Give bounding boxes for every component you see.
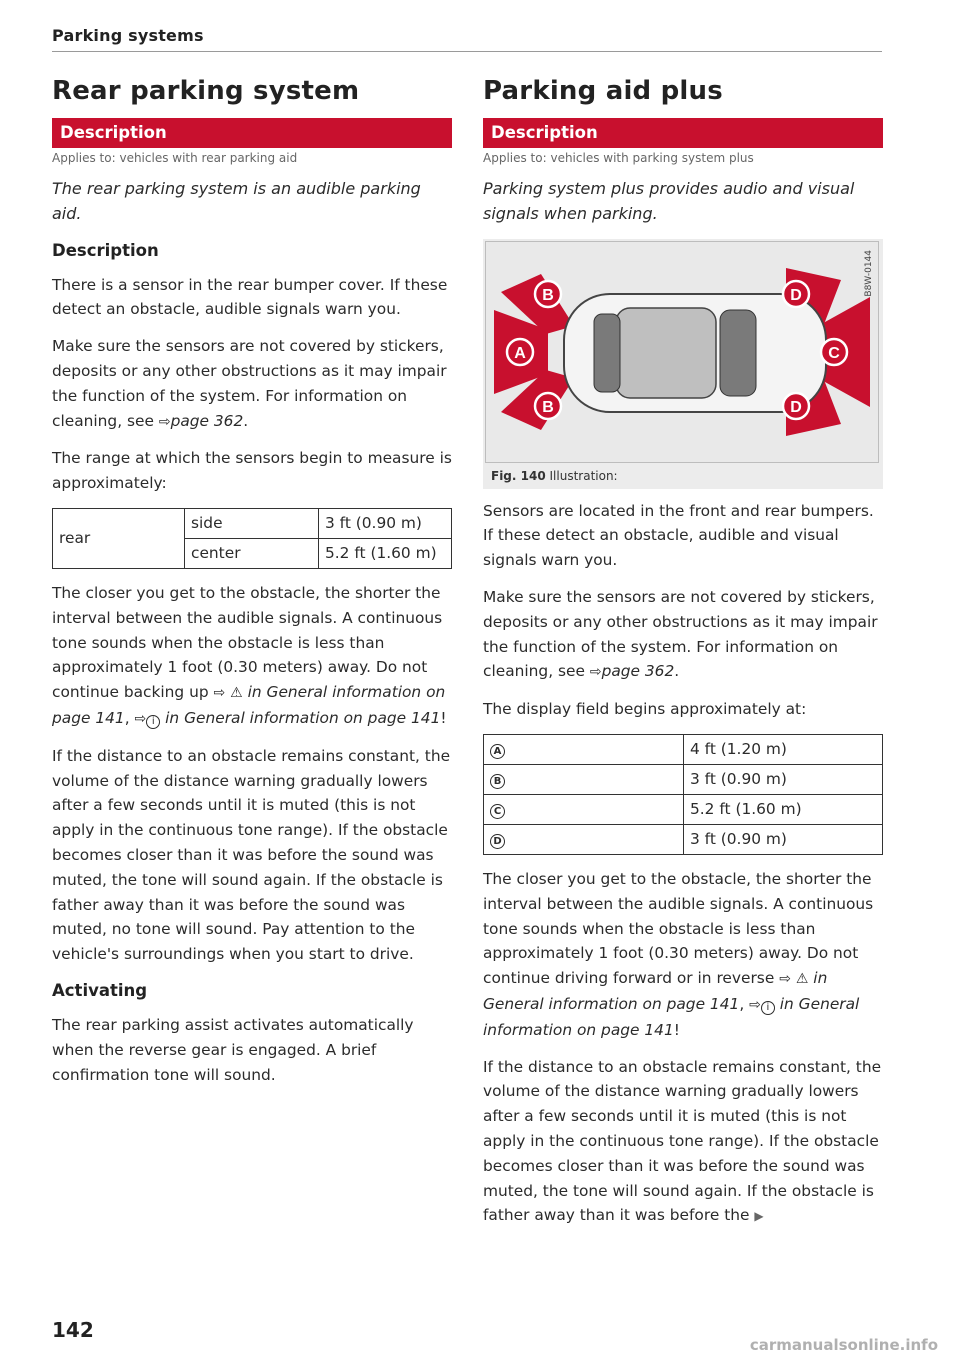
svg-text:D: D [790, 398, 802, 416]
rear-window [594, 314, 620, 392]
note-icon: i [146, 715, 160, 729]
paragraph: Sensors are located in the front and rear bumpers. If these detect an obstacle, audible and visual signals warn you. [483, 501, 874, 570]
arrow-right-icon: ⇨ [158, 413, 171, 430]
table-cell: center [185, 538, 319, 568]
windshield [720, 310, 756, 396]
paragraph: Make sure the sensors are not covered by stickers, deposits or any other obstructions as it may impair the function of the system. For information on cleaning, see ⇨page 362. [52, 337, 447, 430]
intro-text: The rear parking system is an audible parking aid. [52, 179, 421, 223]
continue-arrow-icon: ▶ [754, 1209, 764, 1224]
description-heading: Description [52, 240, 159, 260]
arrow-right-icon: ⇨ [749, 996, 761, 1013]
range-table [52, 508, 452, 569]
figure-code: B8W-0144 [864, 249, 874, 297]
table-cell: rear [53, 508, 185, 568]
marker-c-icon: C [490, 804, 505, 819]
table-row [53, 508, 452, 538]
table-row [484, 794, 883, 824]
table-cell: 3 ft (0.90 m) [319, 508, 452, 538]
paragraph: If the distance to an obstacle remains constant, the volume of the distance warning gradually lowers after a few seconds until it is muted (this is not apply in the continuous tone range). If the obstacle becomes closer than it was before the sound was muted, the tone will sound again. If the obstacle is father away than it was before the ▶ [483, 1057, 882, 1225]
watermark: carmanualsonline.info [749, 1336, 938, 1354]
section-title: Parking systems [52, 26, 204, 45]
arrow-right-icon: ⇨ [589, 664, 602, 681]
page-link[interactable]: in General information on page 141 [483, 994, 860, 1039]
parking-aid-plus-title: Parking aid plus [483, 76, 723, 106]
paragraph: There is a sensor in the rear bumper cover. If these detect an obstacle, audible signals warn you. [52, 275, 448, 319]
page-number: 142 [52, 1318, 94, 1342]
description-bar: Description [483, 118, 883, 148]
arrow-right-icon: ⇨ [134, 710, 147, 727]
car-illustration [486, 242, 878, 462]
table-cell: 5.2 ft (1.60 m) [319, 538, 452, 568]
page-header [52, 26, 882, 52]
left-column [52, 70, 452, 1099]
svg-text:B: B [542, 398, 554, 416]
table-cell: 3 ft (0.90 m) [684, 824, 883, 854]
applies-to: Applies to: vehicles with parking system plus [483, 151, 754, 165]
svg-text:C: C [828, 344, 840, 362]
page-link[interactable]: in General information on page 141 [483, 969, 828, 1013]
figure-caption: Fig. 140 Illustration: [491, 468, 618, 483]
intro-text: Parking system plus provides audio and visual signals when parking. [483, 179, 855, 223]
rear-parking-title: Rear parking system [52, 76, 360, 106]
activating-heading: Activating [52, 980, 148, 1000]
page-link[interactable]: in General information on page 141 [52, 683, 446, 727]
table-cell [484, 824, 684, 854]
paragraph: The range at which the sensors begin to measure is approximately: [52, 449, 452, 493]
table-row [484, 734, 883, 764]
paragraph: The display field begins approximately at: [483, 700, 807, 719]
figure [483, 239, 883, 489]
applies-to: Applies to: vehicles with rear parking aid [52, 151, 298, 165]
svg-text:A: A [514, 344, 526, 362]
table-cell: 4 ft (1.20 m) [684, 734, 883, 764]
paragraph: Make sure the sensors are not covered by stickers, deposits or any other obstructions as it may impair the function of the system. For information on cleaning, see ⇨page 362. [483, 587, 878, 681]
table-cell: 3 ft (0.90 m) [684, 764, 883, 794]
table-row [484, 764, 883, 794]
table-cell: 5.2 ft (1.60 m) [684, 794, 883, 824]
arrow-right-icon: ⇨ [213, 685, 226, 702]
page-link[interactable]: in General information on page 141 [165, 708, 441, 727]
marker-a-icon: A [490, 744, 505, 759]
note-icon: i [761, 1001, 775, 1015]
marker-d-icon: D [490, 834, 505, 849]
svg-text:B: B [542, 286, 554, 304]
table-cell [484, 734, 684, 764]
description-bar: Description [52, 118, 452, 148]
page-link[interactable]: page 362 [170, 411, 244, 430]
table-row [484, 824, 883, 854]
table-cell [484, 764, 684, 794]
svg-text:D: D [790, 286, 802, 304]
paragraph: The closer you get to the obstacle, the shorter the interval between the audible signals. A continuous tone sounds when the obstacle is less than approximately 1 foot (0.30 meters) away. Do not continue driving forward or in reverse ⇨ ⚠ in General information on page 141, ⇨ i in General information on page 141! [483, 869, 874, 1039]
right-column [483, 70, 883, 1241]
parking-sensor-illustration [485, 241, 879, 463]
paragraph: The closer you get to the obstacle, the shorter the interval between the audible signals. A continuous tone sounds when the obstacle is less than approximately 1 foot (0.30 meters) away. Do not continue backing up ⇨ ⚠ in General information on page 141, ⇨ i in General information on page 141! [52, 583, 447, 727]
display-field-table [483, 734, 883, 855]
arrow-right-icon: ⇨ [779, 971, 791, 988]
car-roof [616, 308, 716, 398]
warning-icon: ⚠ [230, 685, 243, 702]
paragraph: If the distance to an obstacle remains constant, the volume of the distance warning gradually lowers after a few seconds until it is muted (this is not apply in the continuous tone range). If the obstacle becomes closer than it was before the sound was muted, the tone will sound again. If the obstacle is father away than it was before the sound was muted, no tone will sound. Pay attention to the vehicle's surroundings when you start to drive. [52, 746, 451, 964]
table-cell [484, 794, 684, 824]
table-cell: side [185, 508, 319, 538]
warning-icon: ⚠ [795, 971, 809, 988]
paragraph: The rear parking assist activates automatically when the reverse gear is engaged. A brief confirmation tone will sound. [52, 1015, 414, 1084]
marker-b-icon: B [490, 774, 505, 789]
page-link[interactable]: page 362 [601, 662, 675, 681]
